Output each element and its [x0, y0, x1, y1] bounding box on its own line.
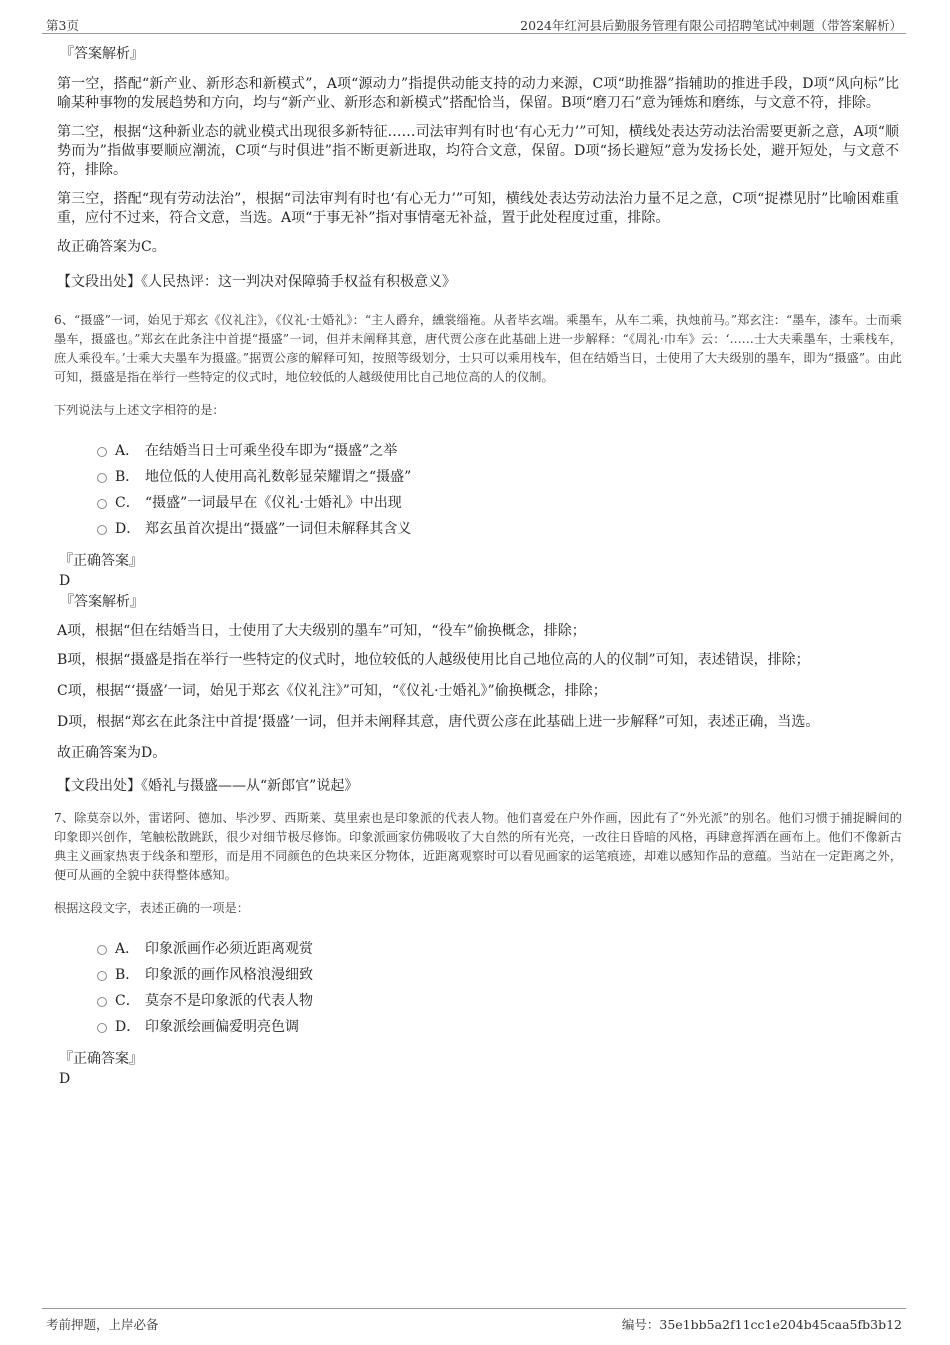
- radio-button[interactable]: [97, 473, 107, 483]
- q5-analysis-paragraph: 第二空，根据“这种新业态的就业模式出现很多新特征……司法审判有时也‘有心无力’”可知，横线处表达劳动法治需要更新之意，A项“顺势而为”指做事要顺应潮流，C项“与时俱进”指不断更新进取，均符合文意，保留。D项“扬长避短”意为发扬长处，避开短处，与文意不符，排除。: [57, 124, 899, 178]
- q5-analysis-paragraph: 第一空，搭配“新产业、新形态和新模式”，A项“源动力”指提供动能支持的动力来源，C项“助推器”指辅助的推进手段，D项“风向标”比喻某种事物的发展趋势和方向，均与“新产业、新形态和新模式”搭配恰当，保留。B项“磨刀石”意为锤炼和磨练，与文意不符，排除。: [57, 76, 899, 111]
- q6-analysis-paragraph: A项，根据“但在结婚当日，士使用了大夫级别的墨车”可知，“役车”偷换概念，排除；: [57, 623, 586, 639]
- q6-option-b[interactable]: [95, 468, 899, 494]
- document-body: [54, 44, 902, 1090]
- page-footer: [42, 1308, 906, 1333]
- q5-conclusion: 故正确答案为C。: [57, 239, 166, 255]
- q6-analysis-label: 『答案解析』: [60, 594, 144, 610]
- option-text: 印象派绘画偏爱明亮色调: [145, 1019, 299, 1035]
- q6-option-c[interactable]: [95, 494, 899, 520]
- option-letter: C．: [115, 495, 140, 511]
- q7-options: [95, 940, 899, 1044]
- option-text: 印象派画作必须近距离观赏: [145, 941, 313, 957]
- q6-analysis-paragraph: B项，根据“摄盛是指在举行一些特定的仪式时，地位较低的人越级使用比自己地位高的人的仪制”可知，表述错误，排除；: [57, 652, 810, 668]
- radio-button[interactable]: [97, 1023, 107, 1033]
- q6-question: 6、“摄盛”一词，始见于郑玄《仪礼注》，《仪礼·士婚礼》：“主人爵弁，纁裳缁袘。从者毕玄端。乘墨车，从车二乘，执烛前马。”郑玄注：“墨车，漆车。士而乘墨车，摄盛也。”郑玄在此条注中首提“摄盛”一词，但并未阐释其意，唐代贾公彦在此基础上进一步解释：“《周礼·巾车》云：‘……士大夫乘墨车，士乘栈车，庶人乘役车。’士乘大夫墨车为摄盛。”据贾公彦的解释可知，按照等级划分，士只可以乘用栈车，但在结婚当日，士使用了大夫级别的墨车，即为“摄盛”。由此可知，摄盛是指在举行一些特定的仪式时，地位较低的人越级使用比自己地位高的人的仪制。: [54, 313, 902, 384]
- q7-answer-label: 『正确答案』: [59, 1051, 143, 1067]
- footer-slogan: 考前押题，上岸必备: [46, 1317, 159, 1332]
- option-text: 印象派的画作风格浪漫细致: [145, 967, 313, 983]
- option-text: 地位低的人使用高礼数彰显荣耀谓之“摄盛”: [145, 469, 412, 485]
- q7-option-d[interactable]: [95, 1018, 899, 1044]
- q5-analysis-paragraph: 第三空，搭配“现有劳动法治”，根据“司法审判有时也‘有心无力’”可知，横线处表达劳动法治力量不足之意，C项“捉襟见肘”比喻困难重重，应付不过来，符合文意，当选。A项“于事无补”指对事情毫无补益，置于此处程度过重，排除。: [57, 191, 899, 226]
- q7-answer: D: [59, 1071, 71, 1087]
- option-text: 郑玄虽首次提出“摄盛”一词但未解释其含义: [145, 521, 412, 537]
- q6-source: 【文段出处】《婚礼与摄盛——从“新郎官”说起》: [57, 778, 359, 794]
- q6-options: [95, 442, 899, 546]
- option-letter: C．: [115, 993, 140, 1009]
- q7-prompt: 根据这段文字，表述正确的一项是：: [54, 901, 249, 915]
- radio-button[interactable]: [97, 525, 107, 535]
- radio-button[interactable]: [97, 997, 107, 1007]
- q7-option-b[interactable]: [95, 966, 899, 992]
- q7-question: 7、除莫奈以外，雷诺阿、德加、毕沙罗、西斯莱、莫里索也是印象派的代表人物。他们喜爱在户外作画，因此有了“外光派”的别名。他们习惯于捕捉瞬间的印象即兴创作，笔触松散跳跃，很少对细节极尽修饰。印象派画家仿佛吸收了大自然的所有光亮，一改往日昏暗的风格，再肆意挥洒在画布上。他们不像新古典主义画家热衷于线条和塑形，而是用不同颜色的色块来区分物体，近距离观察时可以看见画家的运笔痕迹，却难以感知作品的意蕴。当站在一定距离之外，便可从画的全貌中获得整体感知。: [54, 811, 902, 882]
- radio-button[interactable]: [97, 945, 107, 955]
- q6-option-d[interactable]: [95, 520, 899, 546]
- q6-analysis-paragraph: D项，根据“郑玄在此条注中首提‘摄盛’一词，但并未阐释其意，唐代贾公彦在此基础上进一步解释”可知，表述正确，当选。: [57, 714, 820, 730]
- q6-conclusion: 故正确答案为D。: [57, 745, 167, 761]
- option-letter: A．: [115, 443, 140, 459]
- document-title: 2024年红河县后勤服务管理有限公司招聘笔试冲刺题（带答案解析）: [520, 18, 902, 33]
- q6-option-a[interactable]: [95, 442, 899, 468]
- page-header: [42, 13, 906, 34]
- page-number: 第3页: [46, 18, 79, 33]
- q6-prompt: 下列说法与上述文字相符的是：: [54, 403, 225, 417]
- q7-option-c[interactable]: [95, 992, 899, 1018]
- option-text: “摄盛”一词最早在《仪礼·士婚礼》中出现: [145, 495, 402, 511]
- radio-button[interactable]: [97, 447, 107, 457]
- radio-button[interactable]: [97, 971, 107, 981]
- option-letter: D．: [115, 1019, 141, 1035]
- q6-answer: D: [59, 573, 71, 589]
- option-text: 在结婚当日士可乘坐役车即为“摄盛”之举: [145, 443, 398, 459]
- radio-button[interactable]: [97, 499, 107, 509]
- option-letter: D．: [115, 521, 141, 537]
- q7-option-a[interactable]: [95, 940, 899, 966]
- q6-analysis-paragraph: C项，根据“‘摄盛’一词，始见于郑玄《仪礼注》”可知，“《仪礼·士婚礼》”偷换概念，排除；: [57, 683, 607, 699]
- option-letter: B．: [115, 469, 140, 485]
- option-letter: B．: [115, 967, 140, 983]
- q6-answer-label: 『正确答案』: [59, 553, 143, 569]
- document-code: 编号：35e1bb5a2f11cc1e204b45caa5fb3b12: [621, 1317, 902, 1332]
- q5-source: 【文段出处】《人民热评：这一判决对保障骑手权益有积极意义》: [57, 274, 456, 290]
- option-text: 莫奈不是印象派的代表人物: [145, 993, 313, 1009]
- option-letter: A．: [115, 941, 140, 957]
- q5-analysis-label: 『答案解析』: [60, 46, 144, 62]
